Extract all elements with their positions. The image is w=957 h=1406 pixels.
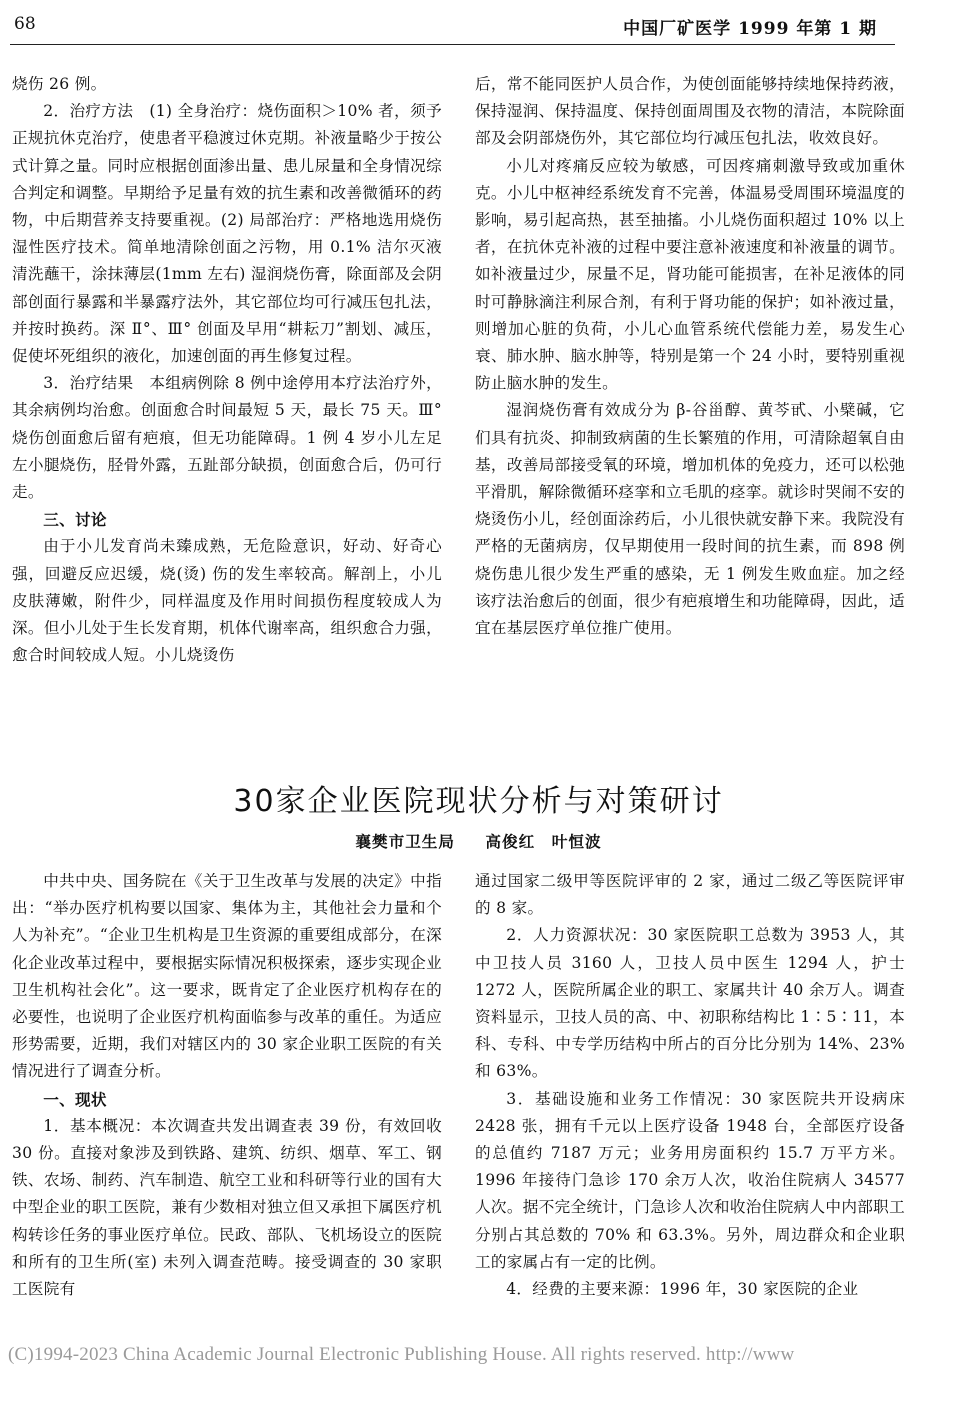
paragraph: 由于小儿发育尚未臻成熟，无危险意识，好动、好奇心强，回避反应迟缓，烧(烫) 伤的发生率较高。解剖上，小儿皮肤薄嫩，附件少，同样温度及作用时间损伤程度较成人为深。但小儿处于生长发育期，机体代谢率高，组织愈合力强，愈合时间较成人短。小儿烧烫伤: [12, 537, 442, 665]
paragraph: 中共中央、国务院在《关于卫生改革与发展的决定》中指出：“举办医疗机构要以国家、集体为主，其他社会力量和个人为补充”。“企业卫生机构是卫生资源的重要组成部分，在深化企业改革过程中，要根据实际情况积极探索，逐步实现企业卫生机构社会化”。这一要求，既肯定了企业医疗机构存在的必要性，也说明了企业医疗机构面临参与改革的重任。为适应形势需要，近期，我们对辖区内的 30 家企业职工医院的有关情况进行了调查分析。: [12, 872, 442, 1081]
paragraph: 3．治疗结果 本组病例除 8 例中途停用本疗法治疗外，其余病例均治愈。创面愈合时间最短 5 天，最长 75 天。Ⅲ° 烧伤创面愈后留有疤痕，但无功能障碍。1 例 4 岁小儿左足左小腿烧伤，胫骨外露，五趾部分缺损，创面愈合后，仍可行走。: [12, 374, 442, 502]
paragraph: 后，常不能同医护人员合作，为使创面能够持续地保持药液，保持湿润、保持温度、保持创面周围及衣物的清洁，本院除面部及会阴部烧伤外，其它部位均行减压包扎法，收效良好。: [475, 75, 905, 148]
top-right-column: [475, 71, 905, 642]
section-heading: 三、讨论: [43, 510, 107, 530]
paragraph: 通过国家二级甲等医院评审的 2 家，通过二级乙等医院评审的 8 家。: [475, 872, 905, 918]
article-byline: [0, 830, 957, 852]
copyright-footer: (C)1994-2023 China Academic Journal Electronic Publishing House. All rights reserved. http://www: [8, 1344, 795, 1365]
header-divider: [10, 44, 895, 45]
bottom-right-column: [475, 868, 905, 1303]
bottom-left-column: [12, 868, 442, 1303]
author-affiliation: 襄樊市卫生局: [355, 832, 455, 851]
author-names: 高俊红 叶恒波: [485, 832, 602, 851]
journal-issue: 中国厂矿医学 1999 年第 1 期: [623, 19, 877, 39]
page-header: [0, 0, 957, 48]
paragraph: 小儿对疼痛反应较为敏感，可因疼痛刺激导致或加重休克。小儿中枢神经系统发育不完善，体温易受周围环境温度的影响，易引起高热，甚至抽搐。小儿烧伤面积超过 10% 以上者，在抗休克补液的过程中要注意补液速度和补液量的调节。如补液量过少，尿量不足，肾功能可能损害，在补足液体的同时可静脉滴注利尿合剂，有利于肾功能的保护；如补液过量，则增加心脏的负荷，小儿心血管系统代偿能力差，易发生心衰、肺水肿、脑水肿等，特别是第一个 24 小时，要特别重视防止脑水肿的发生。: [475, 156, 905, 393]
paragraph: 烧伤 26 例。: [12, 75, 107, 93]
section-heading: 一、现状: [43, 1089, 107, 1109]
paragraph: 3．基础设施和业务工作情况：30 家医院共开设病床 2428 张，拥有千元以上医疗设备 1948 台，全部医疗设备的总值约 7187 万元；业务用房面积约 15.7 万平方米。1996 年接待门急诊 170 余万人次，收治住院病人 34577 人次。据不完全统计，门急诊人次和收治住院病人中内部职工分别占其总数的 70% 和 63.3%。另外，周边群众和企业职工的家属占有一定的比例。: [475, 1089, 905, 1271]
page-number: 68: [14, 14, 36, 34]
paragraph: 1．基本概况：本次调查共发出调查表 39 份，有效回收 30 份。直接对象涉及到铁路、建筑、纺织、烟草、军工、钢铁、农场、制药、汽车制造、航空工业和科研等行业的国有大中型企业的职工医院，兼有少数相对独立但又承担下属医疗机构转诊任务的事业医疗单位。民政、部队、飞机场设立的医院和所有的卫生所(室) 未列入调查范畴。接受调查的 30 家职工医院有: [12, 1116, 442, 1299]
paragraph: 2．人力资源状况：30 家医院职工总数为 3953 人，其中卫技人员 3160 人，卫技人员中医生 1294 人，护士 1272 人，医院所属企业的职工、家属共计 40 余万人。调查资料显示，卫技人员的高、中、初职称结构比 1∶5∶11，本科、专科、中专学历结构中所占的百分比分别为 14%、23% 和 63%。: [475, 926, 905, 1081]
paragraph: 4．经费的主要来源：1996 年，30 家医院的企业: [506, 1280, 859, 1299]
article-title: 30家企业医院现状分析与对策研讨: [233, 784, 724, 819]
top-left-column: [12, 71, 442, 669]
paragraph: 湿润烧伤膏有效成分为 β-谷甾醇、黄芩甙、小檗碱，它们具有抗炎、抑制致病菌的生长繁殖的作用，可清除超氧自由基，改善局部接受氧的环境，增加机体的免疫力，还可以松弛平滑肌，解除微循环痉挛和立毛肌的痉挛。就诊时哭闹不安的烧烫伤小儿，经创面涂药后，小儿很快就安静下来。我院没有严格的无菌病房，仅早期使用一段时间的抗生素，而 898 例烧伤患儿很少发生严重的感染，无 1 例发生败血症。加之经该疗法治愈后的创面，很少有疤痕增生和功能障碍，因此，适宜在基层医疗单位推广使用。: [475, 401, 905, 638]
paragraph: 2．治疗方法 (1) 全身治疗：烧伤面积＞10% 者，须予正规抗休克治疗，使患者平稳渡过休克期。补液量略少于按公式计算之量。同时应根据创面渗出量、患儿尿量和全身情况综合判定和调整。早期给予足量有效的抗生素和改善微循环的药物，中后期营养支持要重视。(2) 局部治疗：严格地选用烧伤湿性医疗技术。简单地清除创面之污物，用 0.1% 洁尔灭液清洗蘸干，涂抹薄层(1mm 左右) 湿润烧伤膏，除面部及会阴部创面行暴露和半暴露疗法外，其它部位均可行减压包扎法，并按时换药。深 Ⅱ°、Ⅲ° 创面及早用“耕耘刀”割划、减压，促使坏死组织的液化，加速创面的再生修复过程。: [12, 102, 442, 366]
